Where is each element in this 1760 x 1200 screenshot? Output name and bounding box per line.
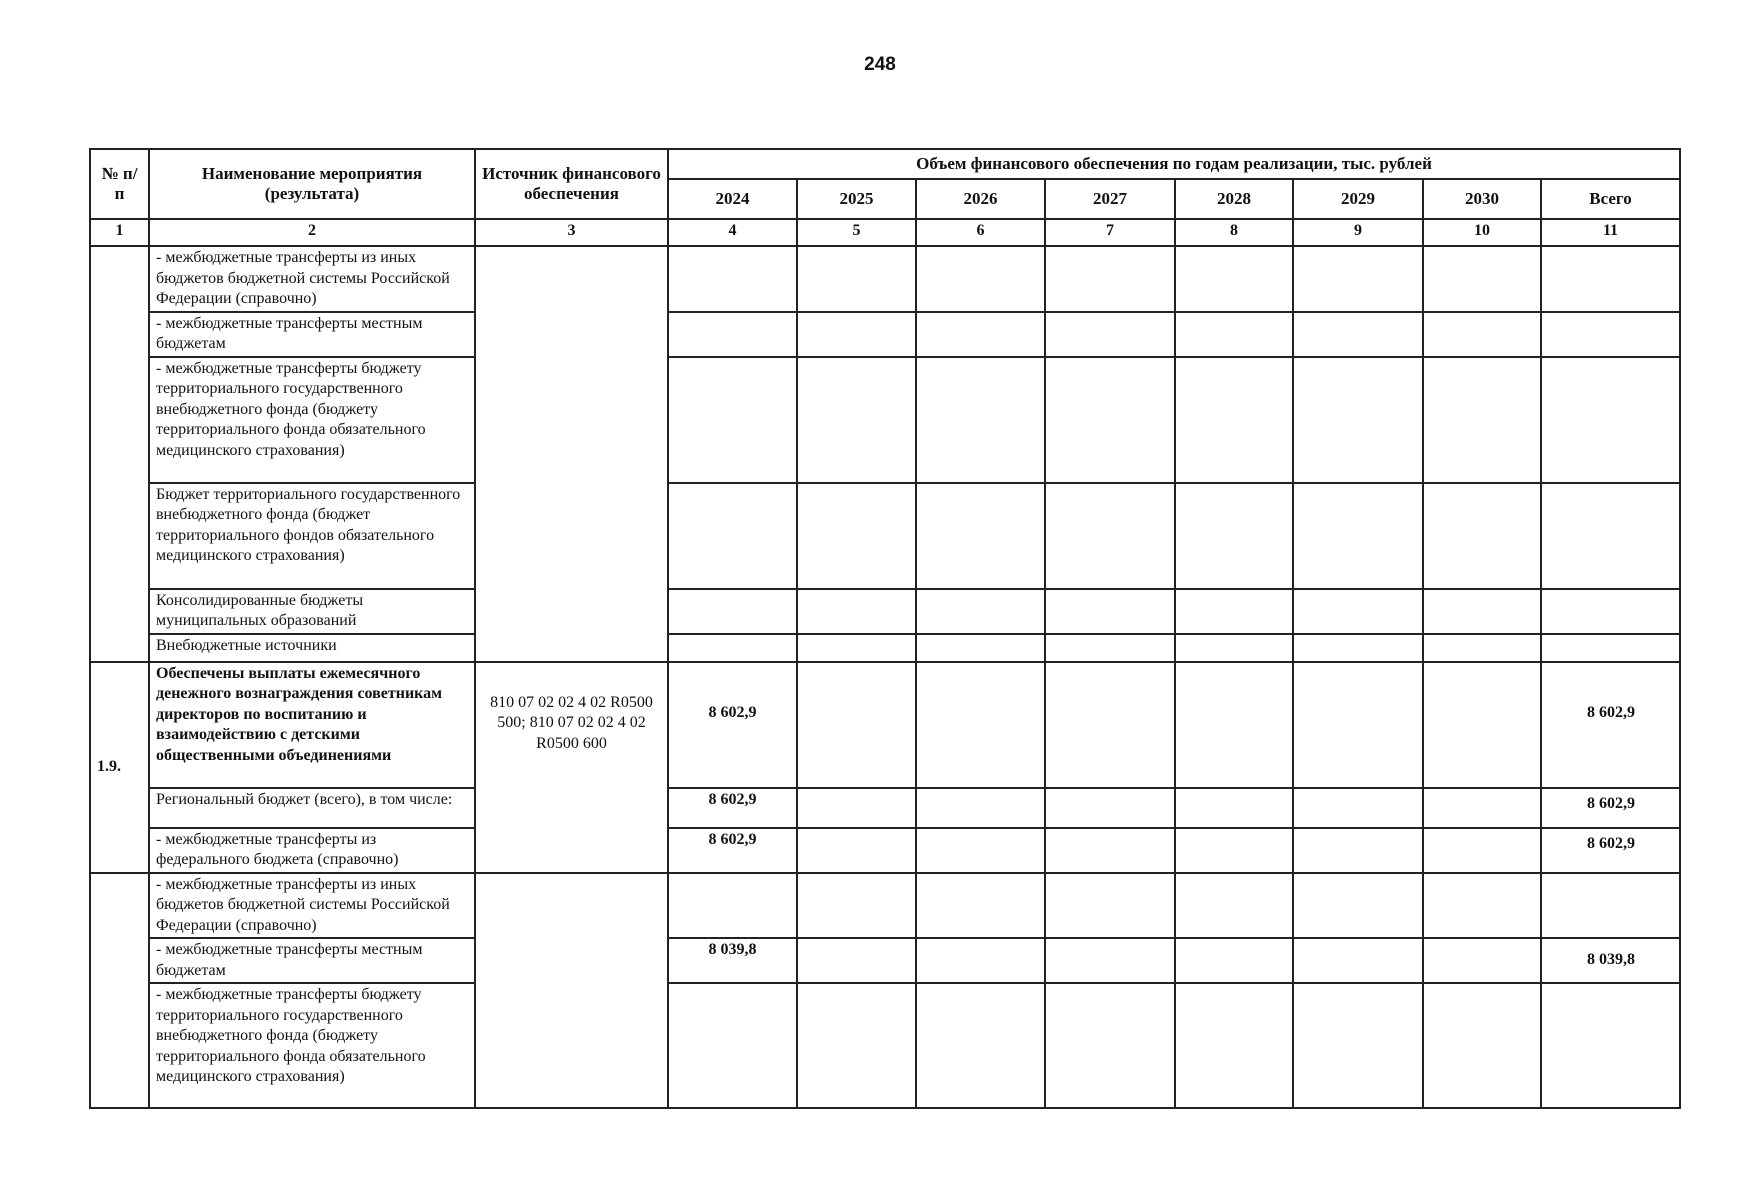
header-source: Источник финансового обеспечения: [475, 149, 668, 219]
source-cell-empty: [475, 873, 668, 1109]
table-row: [90, 788, 1680, 828]
num-cell-empty: [90, 873, 149, 1109]
column-number: 1: [90, 219, 149, 246]
value-total: 8 602,9: [1541, 788, 1680, 828]
row-name: - межбюджетные трансферты из иных бюджетов бюджетной системы Российской Федерации (справочно): [149, 246, 475, 312]
budget-table: [89, 148, 1681, 1109]
table-row: [90, 828, 1680, 873]
column-number: 5: [797, 219, 916, 246]
header-num: № п/п: [90, 149, 149, 219]
table-row: [90, 983, 1680, 1108]
table-row: [90, 589, 1680, 634]
table-row: [90, 246, 1680, 312]
row-name: - межбюджетные трансферты из федерального бюджета (справочно): [149, 828, 475, 873]
column-number: 7: [1045, 219, 1175, 246]
table-row: [90, 873, 1680, 939]
header-year: 2024: [668, 179, 797, 219]
column-number: 11: [1541, 219, 1680, 246]
header-volume: Объем финансового обеспечения по годам реализации, тыс. рублей: [668, 149, 1680, 179]
value-total: 8 602,9: [1541, 828, 1680, 873]
row-name: Региональный бюджет (всего), в том числе:: [149, 788, 475, 828]
header-total: Всего: [1541, 179, 1680, 219]
row-name: - межбюджетные трансферты бюджету территориального государственного внебюджетного фонда (бюджету территориального фонда обязательного медицинского страхования): [149, 983, 475, 1108]
value-2024: 8 602,9: [668, 662, 797, 788]
table-row: [90, 938, 1680, 983]
header-year: 2029: [1293, 179, 1423, 219]
row-name: Внебюджетные источники: [149, 634, 475, 662]
column-number: 4: [668, 219, 797, 246]
column-number: 3: [475, 219, 668, 246]
value-total: 8 039,8: [1541, 938, 1680, 983]
column-number: 6: [916, 219, 1045, 246]
table-row: [90, 483, 1680, 589]
item-source: 810 07 02 02 4 02 R0500 500; 810 07 02 02 4 02 R0500 600: [475, 662, 668, 873]
row-name: - межбюджетные трансферты из иных бюджетов бюджетной системы Российской Федерации (справочно): [149, 873, 475, 939]
page-number: 248: [864, 54, 896, 75]
column-number: 2: [149, 219, 475, 246]
table-row: [90, 312, 1680, 357]
header-year: 2027: [1045, 179, 1175, 219]
row-name: - межбюджетные трансферты местным бюджетам: [149, 938, 475, 983]
value-2024: [668, 983, 797, 1108]
column-number: 10: [1423, 219, 1541, 246]
row-name: Бюджет территориального государственного внебюджетного фонда (бюджет территориального фондов обязательного медицинского страхования): [149, 483, 475, 589]
header-year: 2026: [916, 179, 1045, 219]
column-number: 9: [1293, 219, 1423, 246]
value-total: [1541, 873, 1680, 939]
value-2024: 8 602,9: [668, 828, 797, 873]
value-2024: 8 602,9: [668, 788, 797, 828]
row-name: Консолидированные бюджеты муниципальных образований: [149, 589, 475, 634]
column-number: 8: [1175, 219, 1293, 246]
header-year: 2025: [797, 179, 916, 219]
source-cell-empty: [475, 246, 668, 662]
item-name: Обеспечены выплаты ежемесячного денежного вознаграждения советникам директоров по воспитанию и взаимодействию с детскими общественными объединениями: [149, 662, 475, 788]
value-2024: [668, 873, 797, 939]
value-total: 8 602,9: [1541, 662, 1680, 788]
row-name: - межбюджетные трансферты местным бюджетам: [149, 312, 475, 357]
value-total: [1541, 983, 1680, 1108]
table-row: [90, 357, 1680, 483]
header-name: Наименование мероприятия (результата): [149, 149, 475, 219]
table-row: [90, 634, 1680, 662]
header-year: 2030: [1423, 179, 1541, 219]
header-year: 2028: [1175, 179, 1293, 219]
num-cell-empty: [90, 246, 149, 662]
table-row: [90, 662, 1680, 788]
item-number: 1.9.: [90, 662, 149, 873]
value-2024: 8 039,8: [668, 938, 797, 983]
row-name: - межбюджетные трансферты бюджету территориального государственного внебюджетного фонда (бюджету территориального фонда обязательного медицинского страхования): [149, 357, 475, 483]
